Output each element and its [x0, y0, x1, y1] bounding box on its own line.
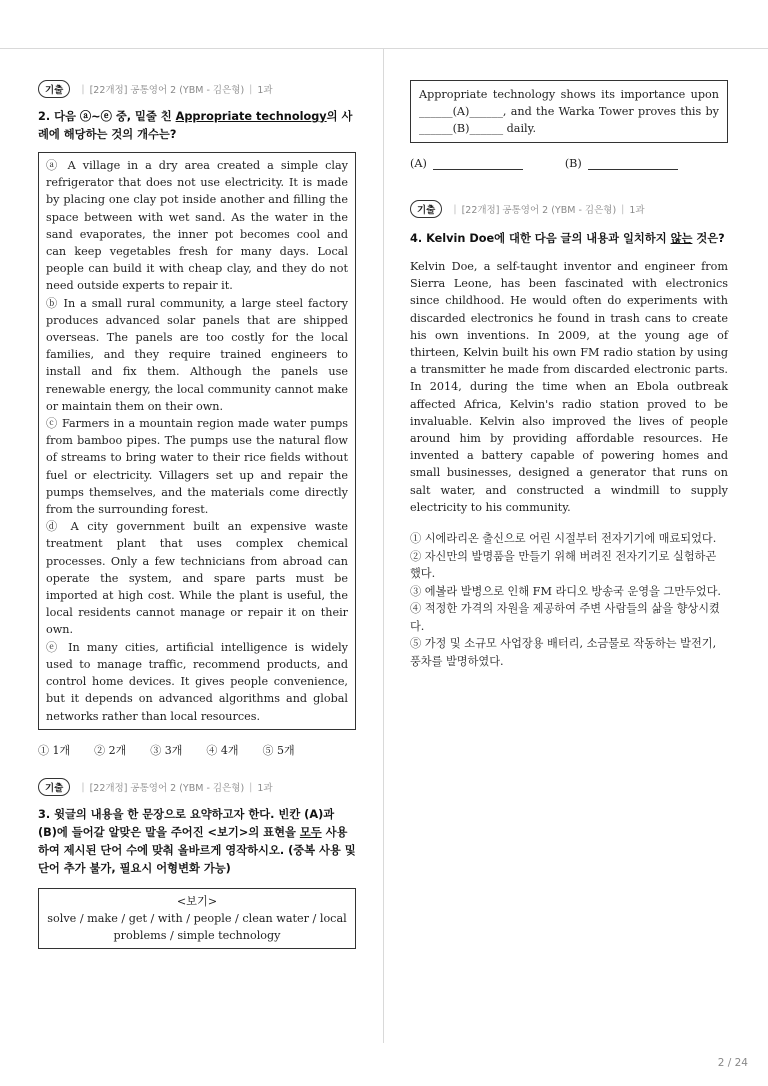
- blank-b-label: (B): [564, 157, 582, 170]
- q3-answer-blanks: [410, 157, 728, 170]
- q4-source: [22개정] 공통영어 2 (YBM - 김은형): [461, 205, 617, 216]
- q4-option-2[interactable]: ② 자신만의 발명품을 만들기 위해 버려진 전자기기로 실험하곤 했다.: [410, 549, 717, 581]
- q2-source: [22개정] 공통영어 2 (YBM - 김은형): [89, 85, 245, 96]
- q3-source: [22개정] 공통영어 2 (YBM - 김은형): [89, 783, 245, 794]
- q3-meta: 기출 | [22개정] 공통영어 2 (YBM - 김은형) | 1과: [38, 778, 356, 796]
- choice-5[interactable]: ⑤ 5개: [262, 743, 295, 757]
- bogi-title: <보기>: [176, 895, 218, 908]
- page-number: 2 / 24: [717, 1057, 748, 1069]
- q3-lesson: 1과: [257, 783, 273, 794]
- q4-option-3[interactable]: ③ 에볼라 발병으로 인해 FM 라디오 방송국 운영을 그만두었다.: [410, 584, 721, 598]
- q2-passage: [38, 152, 356, 730]
- bogi-words: solve / make / get / with / people / clean water / local problems / simple technology: [47, 912, 347, 942]
- choice-1[interactable]: ① 1개: [38, 743, 71, 757]
- choice-2[interactable]: ② 2개: [94, 743, 127, 757]
- q3-continued: [410, 80, 728, 170]
- q2-tag: 기출: [38, 80, 70, 98]
- q2-choices: [38, 742, 356, 758]
- q4-lesson: 1과: [629, 205, 645, 216]
- q3-bogi-box: [38, 888, 356, 949]
- question-2: [38, 80, 356, 758]
- q4-meta: 기출 | [22개정] 공통영어 2 (YBM - 김은형) | 1과: [410, 200, 728, 218]
- passage-item-c: ⓒ Farmers in a mountain region made water pumps from bamboo pipes. The pumps use the natural flow of streams to bring water to their rice fields without fuel or electricity. Villagers set up and repair the pumps themselves, and the materials come directly from the surrounding forest.: [46, 417, 348, 517]
- q4-passage: Kelvin Doe, a self-taught inventor and engineer from Sierra Leone, has been fascinated with electronics since childhood. He would often do experiments with discarded electronics he found in trash cans to create his own inventions. In 2009, at the young age of thirteen, Kelvin built his own FM radio station by using a transmitter he made from discarded electronic parts. In 2014, during the time when an Ebola outbreak affected Africa, Kelvin's radio station proved to be invaluable. Kelvin also improved the lives of people around him by providing affordable resources. He invented a battery capable of powering homes and small businesses, designed a generator that runs on salt water, and constructed a windmill to supply electricity to his community.: [410, 260, 728, 514]
- passage-item-e: ⓔ In many cities, artificial intelligence is widely used to manage traffic, recommend products, and control home devices. It gives people convenience, but it depends on advanced algorithms and global networks rather than local resources.: [46, 640, 348, 723]
- passage-item-a: ⓐ A village in a dry area created a simple clay refrigerator that does not use electricity. It is made by placing one clay pot inside another and filling the space between with wet sand. As the water in the sand evaporates, the inner pot becomes cool and can keep vegetables fresh for many days. Local people can build it with cheap clay, and they do not need outside experts to repair it.: [46, 159, 348, 293]
- q4-tag: 기출: [410, 200, 442, 218]
- blank-a-label: (A): [410, 157, 427, 170]
- q4-option-1[interactable]: ① 시에라리온 출신으로 어린 시절부터 전자기기에 매료되었다.: [410, 532, 717, 546]
- q2-meta: 기출 | [22개정] 공통영어 2 (YBM - 김은형) | 1과: [38, 80, 356, 98]
- question-4: [410, 200, 728, 670]
- q2-title: 2. 다음 ⓐ~ⓔ 중, 밑줄 친 Appropriate technology의 사례에 해당하는 것의 개수는?: [38, 110, 353, 141]
- question-3: [38, 778, 356, 949]
- q2-lesson: 1과: [257, 85, 273, 96]
- q3-summary-box: Appropriate technology shows its importance upon ______(A)______, and the Warka Tower proves this by ______(B)______ daily.: [410, 80, 728, 143]
- q4-option-4[interactable]: ④ 적정한 가격의 자원을 제공하여 주변 사람들의 삶을 향상시켰다.: [410, 602, 720, 633]
- blank-b-line[interactable]: [588, 157, 678, 170]
- q3-tag: 기출: [38, 778, 70, 796]
- choice-4[interactable]: ④ 4개: [206, 743, 239, 757]
- q4-options: [410, 530, 728, 670]
- q4-title: 4. Kelvin Doe에 대한 다음 글의 내용과 일치하지 않는 것은?: [410, 232, 725, 245]
- passage-item-d: ⓓ A city government built an expensive waste treatment plant that uses complex chemical processes. Only a few technicians from abroad can operate the system, and spare parts must be imported at high cost. While the plant is useful, the local residents cannot manage or repair it on their own.: [46, 520, 348, 637]
- choice-3[interactable]: ③ 3개: [150, 743, 183, 757]
- column-divider: [383, 48, 384, 1043]
- passage-item-b: ⓑ In a small rural community, a large steel factory produces advanced solar panels that are shipped overseas. The panels are too costly for the local families, and they require trained engineers to install and fix them. Although the panels use renewable energy, the local community cannot make or maintain them on their own.: [46, 296, 348, 413]
- top-divider: [0, 48, 768, 49]
- blank-a-line[interactable]: [433, 157, 523, 170]
- q4-option-5[interactable]: ⑤ 가정 및 소규모 사업장용 배터리, 소금물로 작동하는 발전기, 풍차를 발명하였다.: [410, 637, 717, 668]
- q3-title: 3. 윗글의 내용을 한 문장으로 요약하고자 한다. 빈칸 (A)과 (B)에 들어갈 알맞은 말을 주어진 <보기>의 표현을 모두 사용하여 제시된 단어 수에 맞춰 올바르게 영작하시오. (중복 사용 및 단어 추가 불가, 필요시 어형변화 가능): [38, 808, 356, 875]
